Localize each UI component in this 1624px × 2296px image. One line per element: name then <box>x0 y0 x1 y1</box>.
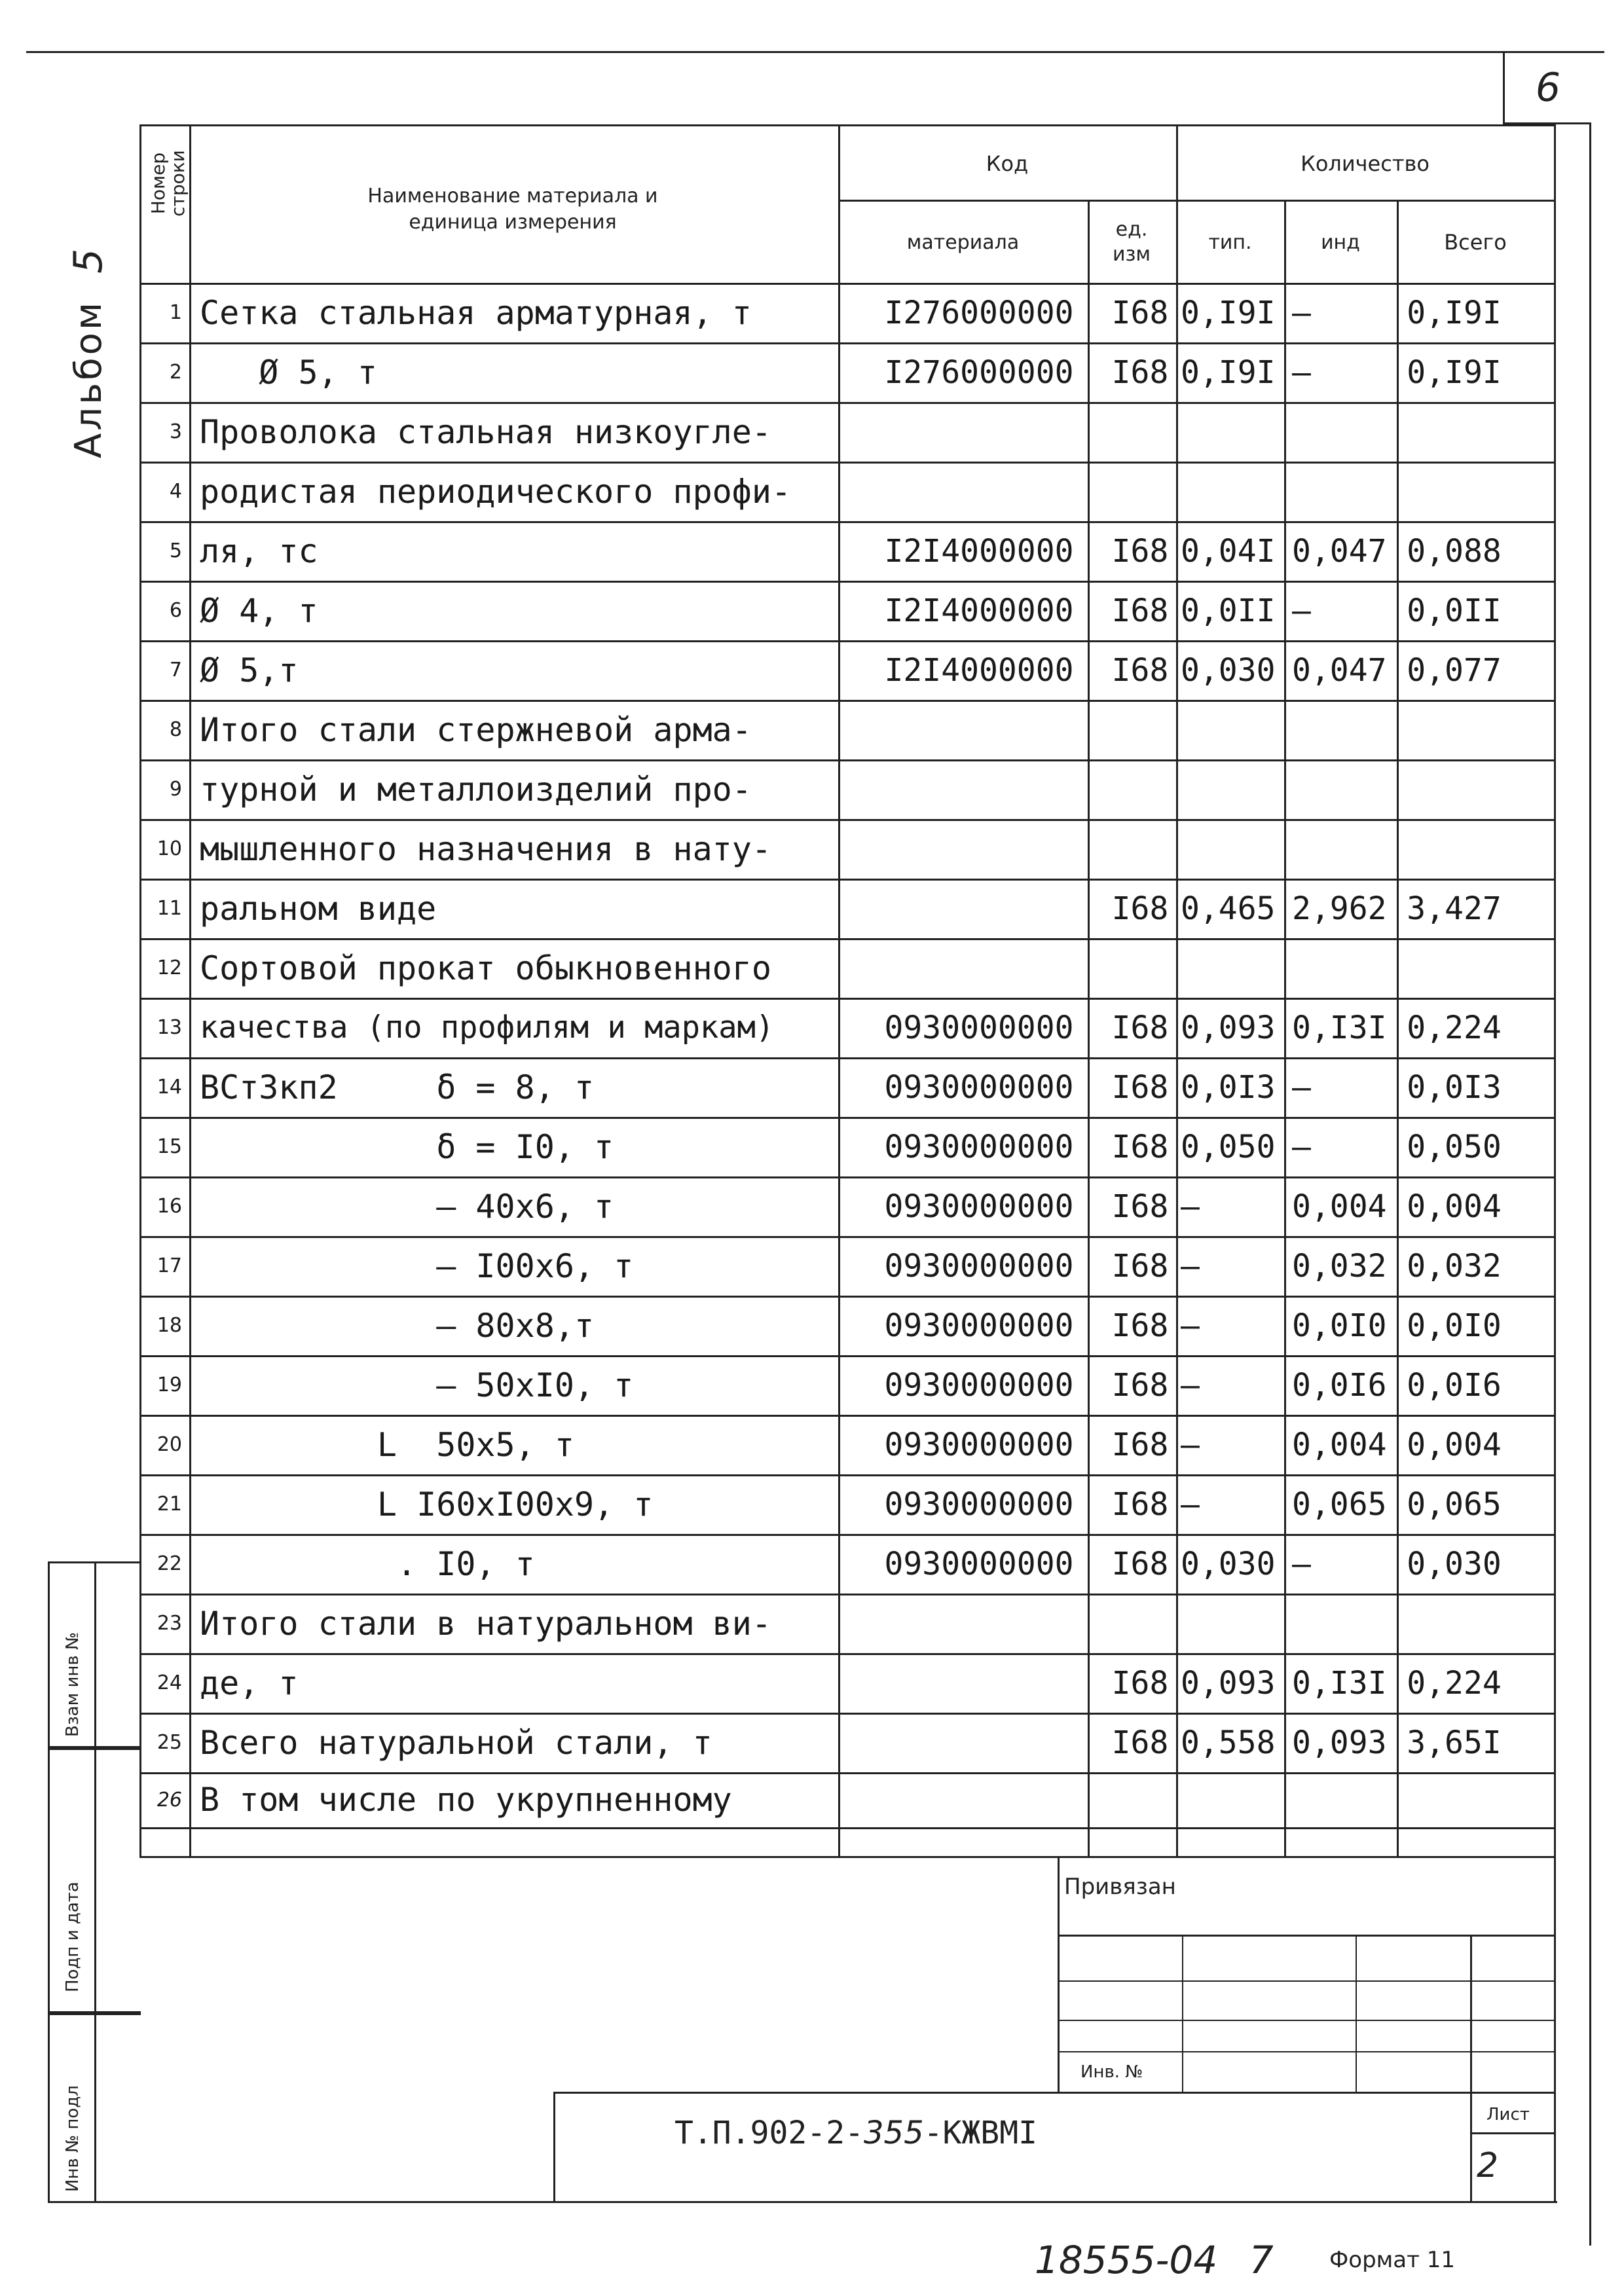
material-name: – 40х6, т <box>200 1187 614 1226</box>
table-row <box>139 1415 1554 1474</box>
material-code <box>855 1772 1103 1827</box>
qty-ind: 0,047 <box>1292 532 1387 570</box>
material-name: – 80х8,т <box>200 1306 595 1345</box>
unit-code: I68 <box>1111 1188 1169 1225</box>
qty-typ <box>1178 402 1286 462</box>
unit-code <box>1098 819 1183 879</box>
material-code: I276000000 <box>884 354 1074 391</box>
materials-table <box>139 124 1555 1856</box>
unit-code <box>1098 462 1183 521</box>
row-number: 15 <box>157 1135 182 1158</box>
row-number: 10 <box>157 837 182 860</box>
qty-typ <box>1178 462 1286 521</box>
row-number: 11 <box>157 897 182 920</box>
qty-total <box>1397 938 1511 998</box>
qty-typ: 0,050 <box>1181 1128 1276 1165</box>
table-row <box>139 581 1554 640</box>
unit-code <box>1098 1772 1183 1827</box>
row-number: 16 <box>157 1195 182 1218</box>
table-row <box>139 342 1554 402</box>
page-bottom-border <box>139 2201 1557 2203</box>
material-code <box>855 700 1103 759</box>
qty-ind: 0,047 <box>1292 651 1387 689</box>
material-code: 0930000000 <box>884 1545 1074 1582</box>
qty-total: 0,224 <box>1407 1664 1502 1702</box>
title-block-border <box>1470 1935 1472 2203</box>
header-quantity: Количество <box>1301 151 1430 176</box>
qty-typ: – <box>1181 1366 1200 1404</box>
row-number: 18 <box>157 1314 182 1337</box>
document-code-suffix: -КЖВМI <box>923 2115 1037 2151</box>
row-number: 1 <box>169 301 182 324</box>
qty-ind: – <box>1292 1545 1311 1582</box>
title-block-border <box>1058 2051 1555 2052</box>
stamp-inv-podl <box>48 2013 141 2203</box>
unit-code: I68 <box>1111 651 1169 689</box>
qty-total: 0,032 <box>1407 1247 1502 1285</box>
sheet-corner-box <box>1503 52 1591 124</box>
unit-code: I68 <box>1111 1724 1169 1761</box>
table-row <box>139 1594 1554 1653</box>
qty-typ: 0,465 <box>1181 890 1276 927</box>
qty-total: 0,030 <box>1407 1545 1502 1582</box>
qty-typ: 0,030 <box>1181 651 1276 689</box>
unit-code: I68 <box>1111 1307 1169 1344</box>
grid-line <box>838 200 1556 202</box>
qty-typ: – <box>1181 1426 1200 1463</box>
row-number: 24 <box>157 1671 182 1694</box>
row-number: 2 <box>169 361 182 384</box>
material-name: – I00х6, т <box>200 1247 634 1285</box>
table-row <box>139 819 1554 879</box>
qty-total: 0,004 <box>1407 1188 1502 1225</box>
qty-total <box>1397 1772 1511 1827</box>
row-number: 13 <box>157 1016 182 1039</box>
qty-ind: 0,065 <box>1292 1485 1387 1523</box>
table-row <box>139 1296 1554 1355</box>
qty-total: 3,427 <box>1407 890 1502 927</box>
unit-code: I68 <box>1111 1485 1169 1523</box>
material-code: 0930000000 <box>884 1366 1074 1404</box>
material-code: I2I4000000 <box>884 532 1074 570</box>
header-code: Код <box>986 151 1029 176</box>
sheet-top-line <box>26 51 1604 53</box>
material-code: 0930000000 <box>884 1485 1074 1523</box>
row-number: 23 <box>157 1612 182 1635</box>
title-block-border <box>1470 2132 1555 2134</box>
stamp-divider <box>94 1750 96 2011</box>
table-row <box>139 1236 1554 1296</box>
material-code <box>855 819 1103 879</box>
album-label-text: Альбом <box>67 299 110 458</box>
privyazan-label: Привязан <box>1064 1874 1176 1900</box>
material-name: Ø 5,т <box>200 651 299 689</box>
qty-ind <box>1285 402 1397 462</box>
row-number: 4 <box>169 480 182 503</box>
unit-code: I68 <box>1111 1545 1169 1582</box>
unit-code: I68 <box>1111 354 1169 391</box>
qty-total: 0,224 <box>1407 1009 1502 1046</box>
qty-total: 0,004 <box>1407 1426 1502 1463</box>
archive-page-value: 7 <box>1249 2238 1274 2282</box>
grid-line <box>139 1856 1556 1858</box>
title-block-border <box>1182 1935 1183 2092</box>
title-block-border <box>553 2092 555 2203</box>
qty-typ: – <box>1181 1188 1200 1225</box>
table-row <box>139 1772 1554 1827</box>
qty-typ: 0,093 <box>1181 1664 1276 1702</box>
material-code: 0930000000 <box>884 1307 1074 1344</box>
table-row <box>139 998 1554 1057</box>
material-code: 0930000000 <box>884 1426 1074 1463</box>
material-code: I276000000 <box>884 294 1074 331</box>
qty-total: 0,065 <box>1407 1485 1502 1523</box>
title-block-border <box>1058 1935 1555 1937</box>
header-row-number: Номер строки <box>147 150 189 217</box>
row-number: 22 <box>157 1552 182 1575</box>
material-name: Всего натуральной стали, т <box>200 1723 712 1762</box>
unit-code: I68 <box>1111 532 1169 570</box>
row-number: 26 <box>157 1788 182 1812</box>
material-name: мышленного назначения в нату- <box>200 829 771 868</box>
qty-ind <box>1285 819 1397 879</box>
material-code <box>855 938 1103 998</box>
qty-ind <box>1285 938 1397 998</box>
title-block-border <box>1058 1980 1555 1982</box>
qty-typ <box>1178 700 1286 759</box>
qty-typ: 0,558 <box>1181 1724 1276 1761</box>
table-row <box>139 1653 1554 1713</box>
unit-code <box>1098 700 1183 759</box>
material-code: 0930000000 <box>884 1128 1074 1165</box>
qty-ind <box>1285 1772 1397 1827</box>
stamp-inv-podl-label: Инв № подл <box>63 2085 83 2192</box>
qty-typ <box>1178 1772 1286 1827</box>
format-label: Формат 11 <box>1329 2247 1456 2273</box>
stamp-vzam-inv-label: Взам инв № <box>63 1632 83 1737</box>
unit-code: I68 <box>1111 1426 1169 1463</box>
header-qty-typ: тип. <box>1208 230 1252 254</box>
row-number: 21 <box>157 1493 182 1516</box>
row-number: 25 <box>157 1731 182 1754</box>
qty-ind: – <box>1292 1068 1311 1106</box>
sheet-label: Лист <box>1486 2105 1530 2124</box>
qty-ind: 0,I3I <box>1292 1664 1387 1702</box>
qty-typ: 0,04I <box>1181 532 1276 570</box>
sheet-corner-number: 6 <box>1535 64 1561 111</box>
qty-total <box>1397 819 1511 879</box>
table-row <box>139 1355 1554 1415</box>
header-qty-total: Всего <box>1444 230 1507 255</box>
qty-total <box>1397 1594 1511 1653</box>
qty-total: 0,088 <box>1407 532 1502 570</box>
material-name: Итого стали в натуральном ви- <box>200 1604 771 1643</box>
qty-typ: 0,0II <box>1181 592 1276 629</box>
unit-code <box>1098 938 1183 998</box>
qty-total <box>1397 402 1511 462</box>
grid-line <box>139 1827 1556 1829</box>
document-code-prefix: Т.П.902-2- <box>674 2115 864 2151</box>
row-number: 12 <box>157 957 182 979</box>
row-number: 20 <box>157 1433 182 1456</box>
material-name: L I60хI00х9, т <box>200 1485 654 1523</box>
material-name: де, т <box>200 1664 299 1702</box>
unit-code: I68 <box>1111 890 1169 927</box>
album-number: 5 <box>65 246 111 274</box>
table-row <box>139 521 1554 581</box>
material-code <box>855 1713 1103 1772</box>
qty-total: 0,077 <box>1407 651 1502 689</box>
qty-total <box>1397 759 1511 819</box>
row-number: 19 <box>157 1374 182 1396</box>
title-block-border <box>1356 1935 1357 2092</box>
header-material-name: Наименование материала и единица измерения <box>367 185 658 234</box>
material-name: – 50хI0, т <box>200 1366 634 1404</box>
material-name: ля, тс <box>200 532 318 570</box>
material-code <box>855 1653 1103 1713</box>
material-code: I2I4000000 <box>884 592 1074 629</box>
qty-ind <box>1285 759 1397 819</box>
table-row <box>139 1117 1554 1176</box>
material-name: Сортовой прокат обыкновенного <box>200 949 771 987</box>
grid-line <box>139 124 1556 126</box>
row-number: 6 <box>169 599 182 622</box>
document-code-number: 355 <box>863 2115 924 2151</box>
document-code <box>674 2115 1037 2151</box>
unit-code: I68 <box>1111 1009 1169 1046</box>
qty-typ: 0,030 <box>1181 1545 1276 1582</box>
unit-code <box>1098 759 1183 819</box>
unit-code <box>1098 402 1183 462</box>
material-name: родистая периодического профи- <box>200 472 792 511</box>
table-row <box>139 640 1554 700</box>
unit-code: I68 <box>1111 1366 1169 1404</box>
row-number: 17 <box>157 1254 182 1277</box>
qty-ind: – <box>1292 592 1311 629</box>
row-number: 5 <box>169 539 182 562</box>
qty-ind: 0,032 <box>1292 1247 1387 1285</box>
table-row <box>139 402 1554 462</box>
qty-typ <box>1178 819 1286 879</box>
qty-ind: 0,I3I <box>1292 1009 1387 1046</box>
qty-total: 0,0II <box>1407 592 1502 629</box>
title-block-border <box>1058 1856 1060 2093</box>
qty-ind: 0,0I6 <box>1292 1366 1387 1404</box>
table-row <box>139 938 1554 998</box>
material-code: I2I4000000 <box>884 651 1074 689</box>
material-code <box>855 402 1103 462</box>
material-name: В том числе по укрупненному <box>200 1781 732 1819</box>
stamp-divider <box>94 2015 96 2201</box>
material-name: ральном виде <box>200 889 437 928</box>
unit-code: I68 <box>1111 592 1169 629</box>
qty-typ: – <box>1181 1247 1200 1285</box>
qty-typ: 0,093 <box>1181 1009 1276 1046</box>
table-row <box>139 462 1554 521</box>
qty-ind: 0,0I0 <box>1292 1307 1387 1344</box>
header-code-unit: ед. изм <box>1112 218 1151 266</box>
qty-total: 0,0I3 <box>1407 1068 1502 1106</box>
unit-code <box>1098 1594 1183 1653</box>
material-name: Ø 4, т <box>200 591 318 630</box>
qty-typ: – <box>1181 1485 1200 1523</box>
unit-code: I68 <box>1111 1128 1169 1165</box>
unit-code: I68 <box>1111 1068 1169 1106</box>
material-code <box>855 1594 1103 1653</box>
row-number: 14 <box>157 1076 182 1099</box>
material-name: δ = I0, т <box>200 1127 614 1166</box>
qty-typ <box>1178 1594 1286 1653</box>
sheet-right-border <box>1589 124 1591 2246</box>
table-row <box>139 283 1554 342</box>
qty-total <box>1397 700 1511 759</box>
album-label <box>62 196 115 458</box>
table-row <box>139 879 1554 938</box>
qty-typ: – <box>1181 1307 1200 1344</box>
title-block-border <box>1058 2020 1555 2021</box>
qty-total: 0,I9I <box>1407 294 1502 331</box>
title-block-border <box>1554 1856 1556 2203</box>
unit-code: I68 <box>1111 294 1169 331</box>
material-code: 0930000000 <box>884 1188 1074 1225</box>
table-row <box>139 1474 1554 1534</box>
qty-total: 0,0I6 <box>1407 1366 1502 1404</box>
title-block-border <box>553 2092 1555 2094</box>
material-name: Проволока стальная низкоугле- <box>200 412 771 451</box>
table-row <box>139 1534 1554 1594</box>
qty-total <box>1397 462 1511 521</box>
qty-ind: 0,093 <box>1292 1724 1387 1761</box>
qty-typ: 0,0I3 <box>1181 1068 1276 1106</box>
qty-ind <box>1285 1594 1397 1653</box>
qty-typ <box>1178 759 1286 819</box>
stamp-divider <box>94 1563 96 1746</box>
qty-ind: 2,962 <box>1292 890 1387 927</box>
row-number: 9 <box>169 778 182 801</box>
inv-no-label: Инв. № <box>1080 2062 1143 2082</box>
qty-total: 0,0I0 <box>1407 1307 1502 1344</box>
unit-code: I68 <box>1111 1247 1169 1285</box>
qty-typ <box>1178 938 1286 998</box>
row-number: 3 <box>169 420 182 443</box>
stamp-podp-data <box>48 1748 141 2013</box>
sheet-number: 2 <box>1477 2146 1499 2185</box>
table-row <box>139 700 1554 759</box>
qty-ind <box>1285 462 1397 521</box>
material-code <box>855 462 1103 521</box>
material-name: ВСт3кп2 δ = 8, т <box>200 1068 595 1106</box>
qty-ind: 0,004 <box>1292 1426 1387 1463</box>
qty-typ: 0,I9I <box>1181 294 1276 331</box>
qty-ind <box>1285 700 1397 759</box>
header-code-material: материала <box>906 230 1020 254</box>
material-name: Итого стали стержневой арма- <box>200 710 752 749</box>
qty-total: 0,I9I <box>1407 354 1502 391</box>
grid-line <box>1554 124 1556 1856</box>
material-name: L 50х5, т <box>200 1425 574 1464</box>
archive-number-value: 18555-04 <box>1035 2238 1218 2282</box>
material-name: качества (по профилям и маркам) <box>200 1010 775 1046</box>
stamp-vzam-inv <box>48 1561 141 1748</box>
material-name: Сетка стальная арматурная, т <box>200 293 752 332</box>
row-number: 8 <box>169 718 182 741</box>
material-name: . I0, т <box>200 1544 535 1583</box>
qty-ind: – <box>1292 294 1311 331</box>
table-row <box>139 1176 1554 1236</box>
material-code: 0930000000 <box>884 1247 1074 1285</box>
row-number: 7 <box>169 659 182 682</box>
qty-ind: – <box>1292 1128 1311 1165</box>
archive-number <box>1035 2238 1274 2282</box>
unit-code: I68 <box>1111 1664 1169 1702</box>
material-code <box>855 759 1103 819</box>
material-name: турной и металлоизделий про- <box>200 770 752 809</box>
table-row <box>139 759 1554 819</box>
material-code: 0930000000 <box>884 1068 1074 1106</box>
qty-ind: – <box>1292 354 1311 391</box>
material-name: Ø 5, т <box>200 353 377 392</box>
qty-total: 0,050 <box>1407 1128 1502 1165</box>
table-row <box>139 1057 1554 1117</box>
table-row <box>139 1713 1554 1772</box>
material-code <box>855 879 1103 938</box>
stamp-podp-data-label: Подп и дата <box>63 1882 83 1992</box>
qty-typ: 0,I9I <box>1181 354 1276 391</box>
qty-total: 3,65I <box>1407 1724 1502 1761</box>
material-code: 0930000000 <box>884 1009 1074 1046</box>
qty-ind: 0,004 <box>1292 1188 1387 1225</box>
header-qty-ind: инд <box>1321 230 1360 254</box>
